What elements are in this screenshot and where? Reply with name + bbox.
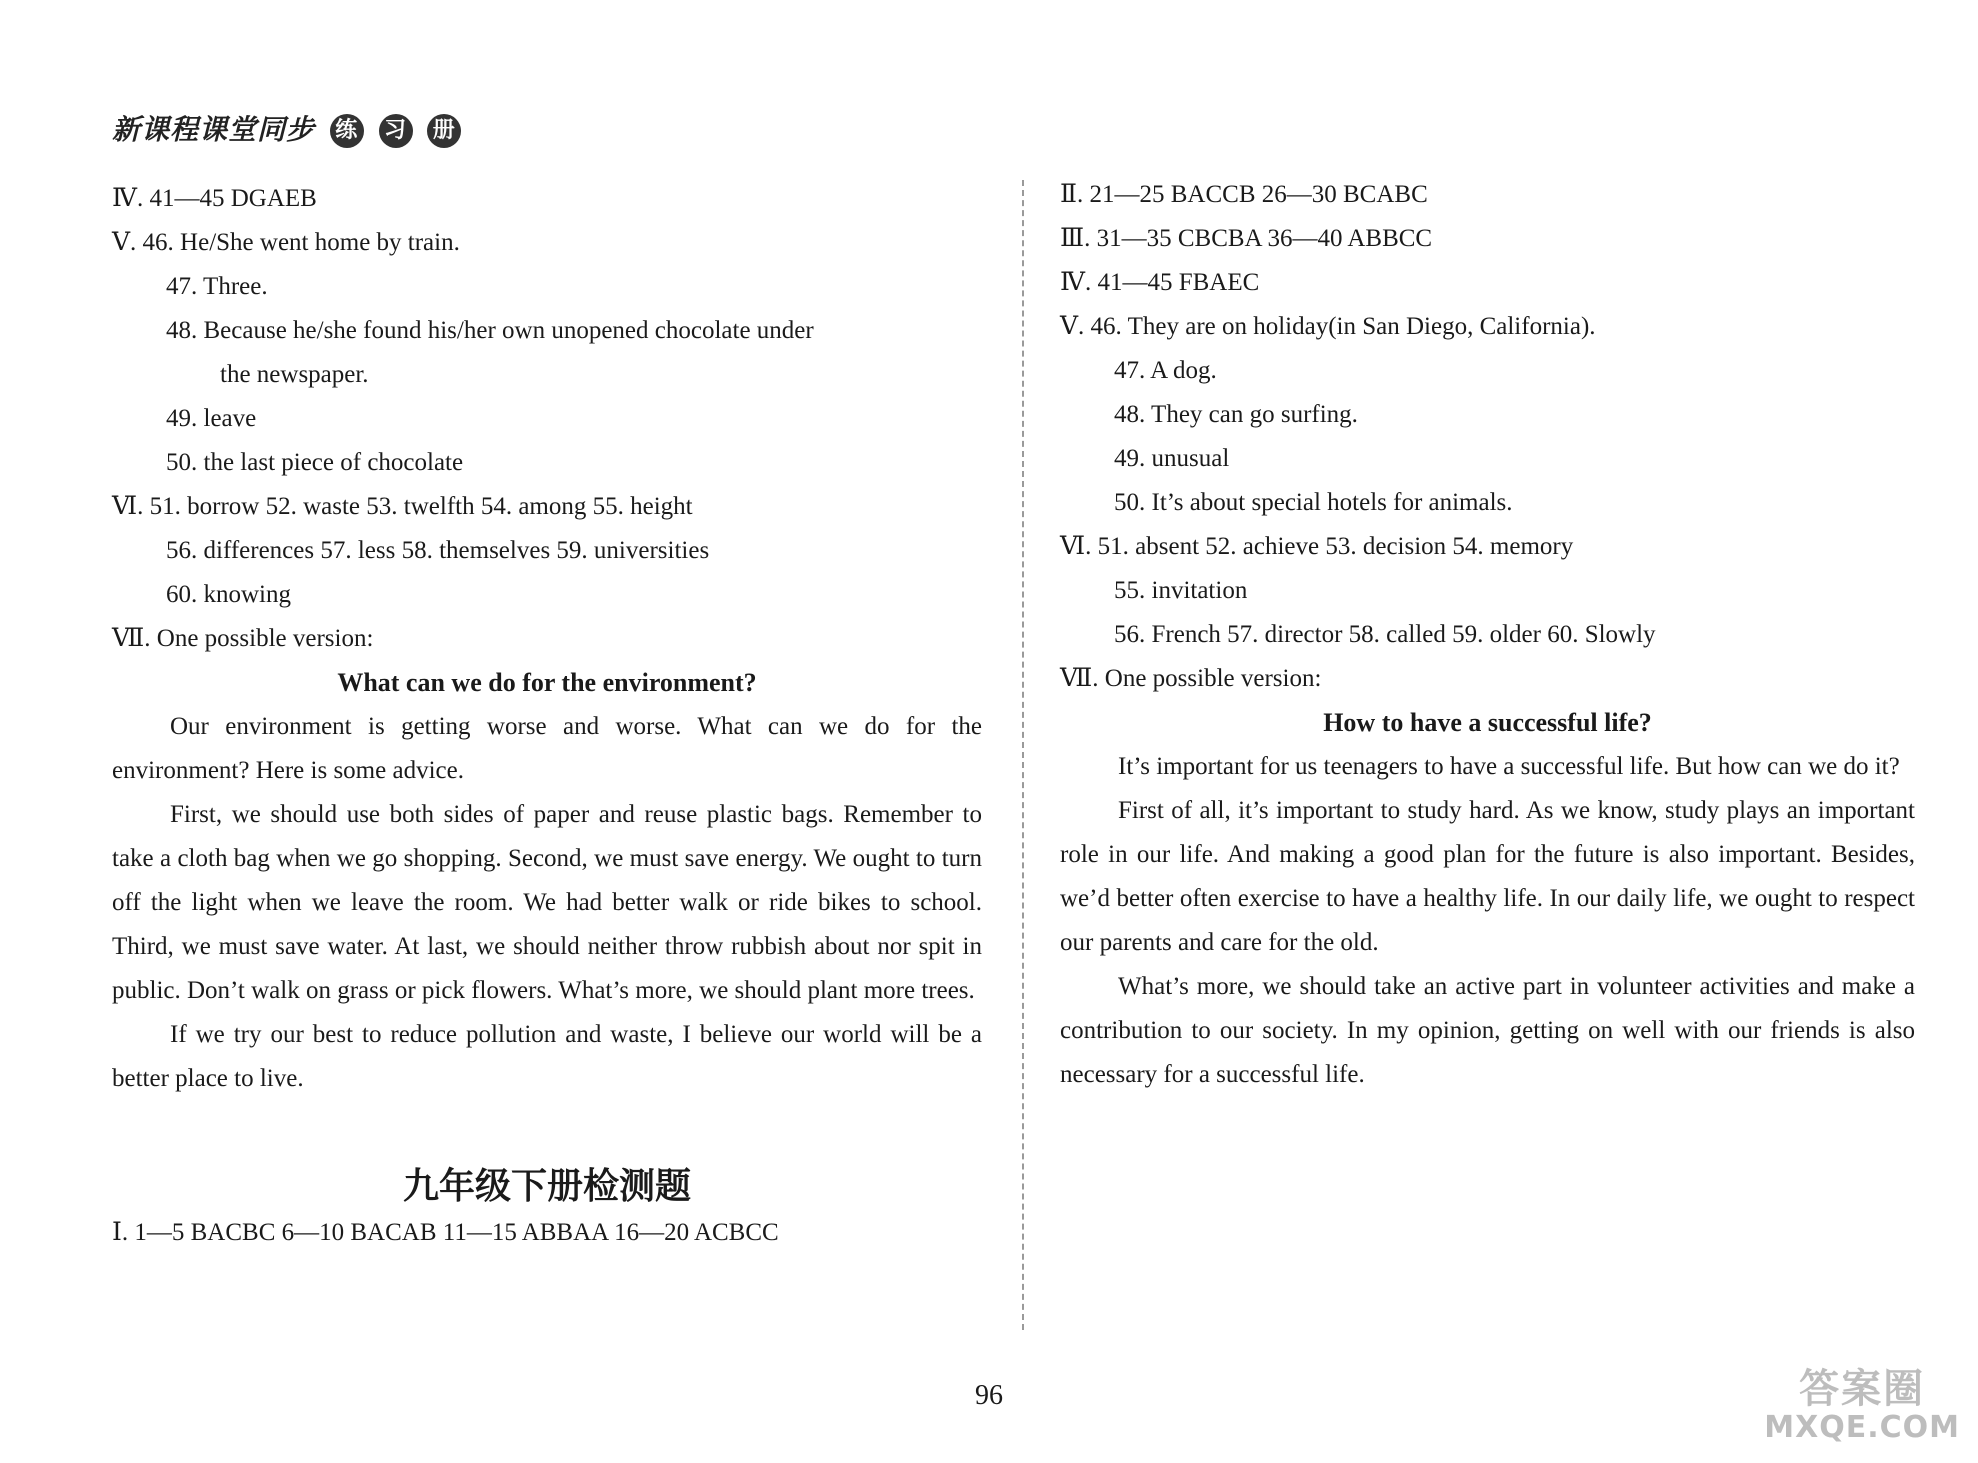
answer-line: Ⅵ. 51. absent 52. achieve 53. decision 54. memory [1060, 533, 1574, 560]
answer-line: Ⅵ. 51. borrow 52. waste 53. twelfth 54. among 55. height [112, 493, 693, 520]
answer-line: 56. French 57. director 58. called 59. older 60. Slowly [1114, 621, 1656, 648]
right-essay-paragraph: What’s more, we should take an active part in volunteer activities and make a contribution to our society. In my opinion, getting on well with our friends is also necessary for a successful life. [1060, 973, 1915, 1088]
right-column [1060, 173, 1915, 1097]
left-essay-paragraph: Our environment is getting worse and worse. What can we do for the environment? Here is some advice. [112, 713, 982, 784]
answer-line: Ⅶ. One possible version: [1060, 665, 1322, 692]
answer-line: Ⅶ. One possible version: [112, 625, 374, 652]
circled-char-2: 习 [379, 114, 413, 148]
right-essay-paragraph: It’s important for us teenagers to have a successful life. But how can we do it? [1118, 753, 1900, 780]
right-essay-title: How to have a successful life? [1323, 708, 1652, 737]
right-answer-lines [1060, 173, 1915, 701]
answer-line: 47. A dog. [1114, 357, 1217, 384]
answer-line: Ⅱ. 21—25 BACCB 26—30 BCABC [1060, 181, 1428, 208]
exam-answer-line: Ⅰ. 1—5 BACBC 6—10 BACAB 11—15 ABBAA 16—20 ACBCC [112, 1219, 779, 1246]
watermark-site-text: MXQE.COM [1764, 1410, 1960, 1445]
answer-line: Ⅴ. 46. He/She went home by train. [112, 229, 460, 256]
answer-line: 56. differences 57. less 58. themselves 59. universities [166, 537, 710, 564]
right-essay-paragraph: First of all, it’s important to study hard. As we know, study plays an important role in our life. And making a good plan for the future is also important. Besides, we’d better often exercise to have a healthy life. In our daily life, we ought to respect our parents and care for the old. [1060, 797, 1915, 956]
left-column [112, 177, 982, 1255]
left-essay-paragraph: If we try our best to reduce pollution and waste, I believe our world will be a better place to live. [112, 1021, 982, 1092]
circled-char-1: 练 [330, 114, 364, 148]
left-answer-lines [112, 177, 982, 661]
page-number: 96 [975, 1380, 1003, 1411]
answer-line: 50. the last piece of chocolate [166, 449, 464, 476]
column-divider [1022, 180, 1024, 1330]
left-essay-paragraph: First, we should use both sides of paper and reuse plastic bags. Remember to take a cloth bag when we go shopping. Second, we must save energy. We ought to turn off the light when we leave the room. We had better walk or ride bikes to school. Third, we must save water. At last, we should neither throw rubbish about nor spit in public. Don’t walk on grass or pick flowers. What’s more, we should plant more trees. [112, 801, 982, 1004]
watermark-logo [1764, 1367, 1960, 1445]
answer-line: Ⅴ. 46. They are on holiday(in San Diego, California). [1060, 313, 1596, 340]
left-essay-title: What can we do for the environment? [337, 668, 757, 697]
answer-line: Ⅳ. 41—45 DGAEB [112, 185, 317, 212]
watermark-main-text: 答案圈 [1799, 1366, 1926, 1412]
answer-line: Ⅳ. 41—45 FBAEC [1060, 269, 1260, 296]
answer-line: 48. Because he/she found his/her own unopened chocolate under [166, 317, 814, 344]
series-title: 新课程课堂同步 [112, 113, 316, 146]
answer-line: 60. knowing [166, 581, 291, 608]
exam-section-title: 九年级下册检测题 [402, 1165, 691, 1207]
book-series-header [112, 108, 461, 148]
answer-line: 49. unusual [1114, 445, 1230, 472]
answer-line: 47. Three. [166, 273, 268, 300]
answer-line: 50. It’s about special hotels for animals. [1114, 489, 1513, 516]
answer-line: the newspaper. [220, 361, 369, 388]
circled-char-3: 册 [427, 114, 461, 148]
answer-line: 48. They can go surfing. [1114, 401, 1358, 428]
answer-line: Ⅲ. 31—35 CBCBA 36—40 ABBCC [1060, 225, 1433, 252]
answer-line: 49. leave [166, 405, 257, 432]
answer-line: 55. invitation [1114, 577, 1248, 604]
